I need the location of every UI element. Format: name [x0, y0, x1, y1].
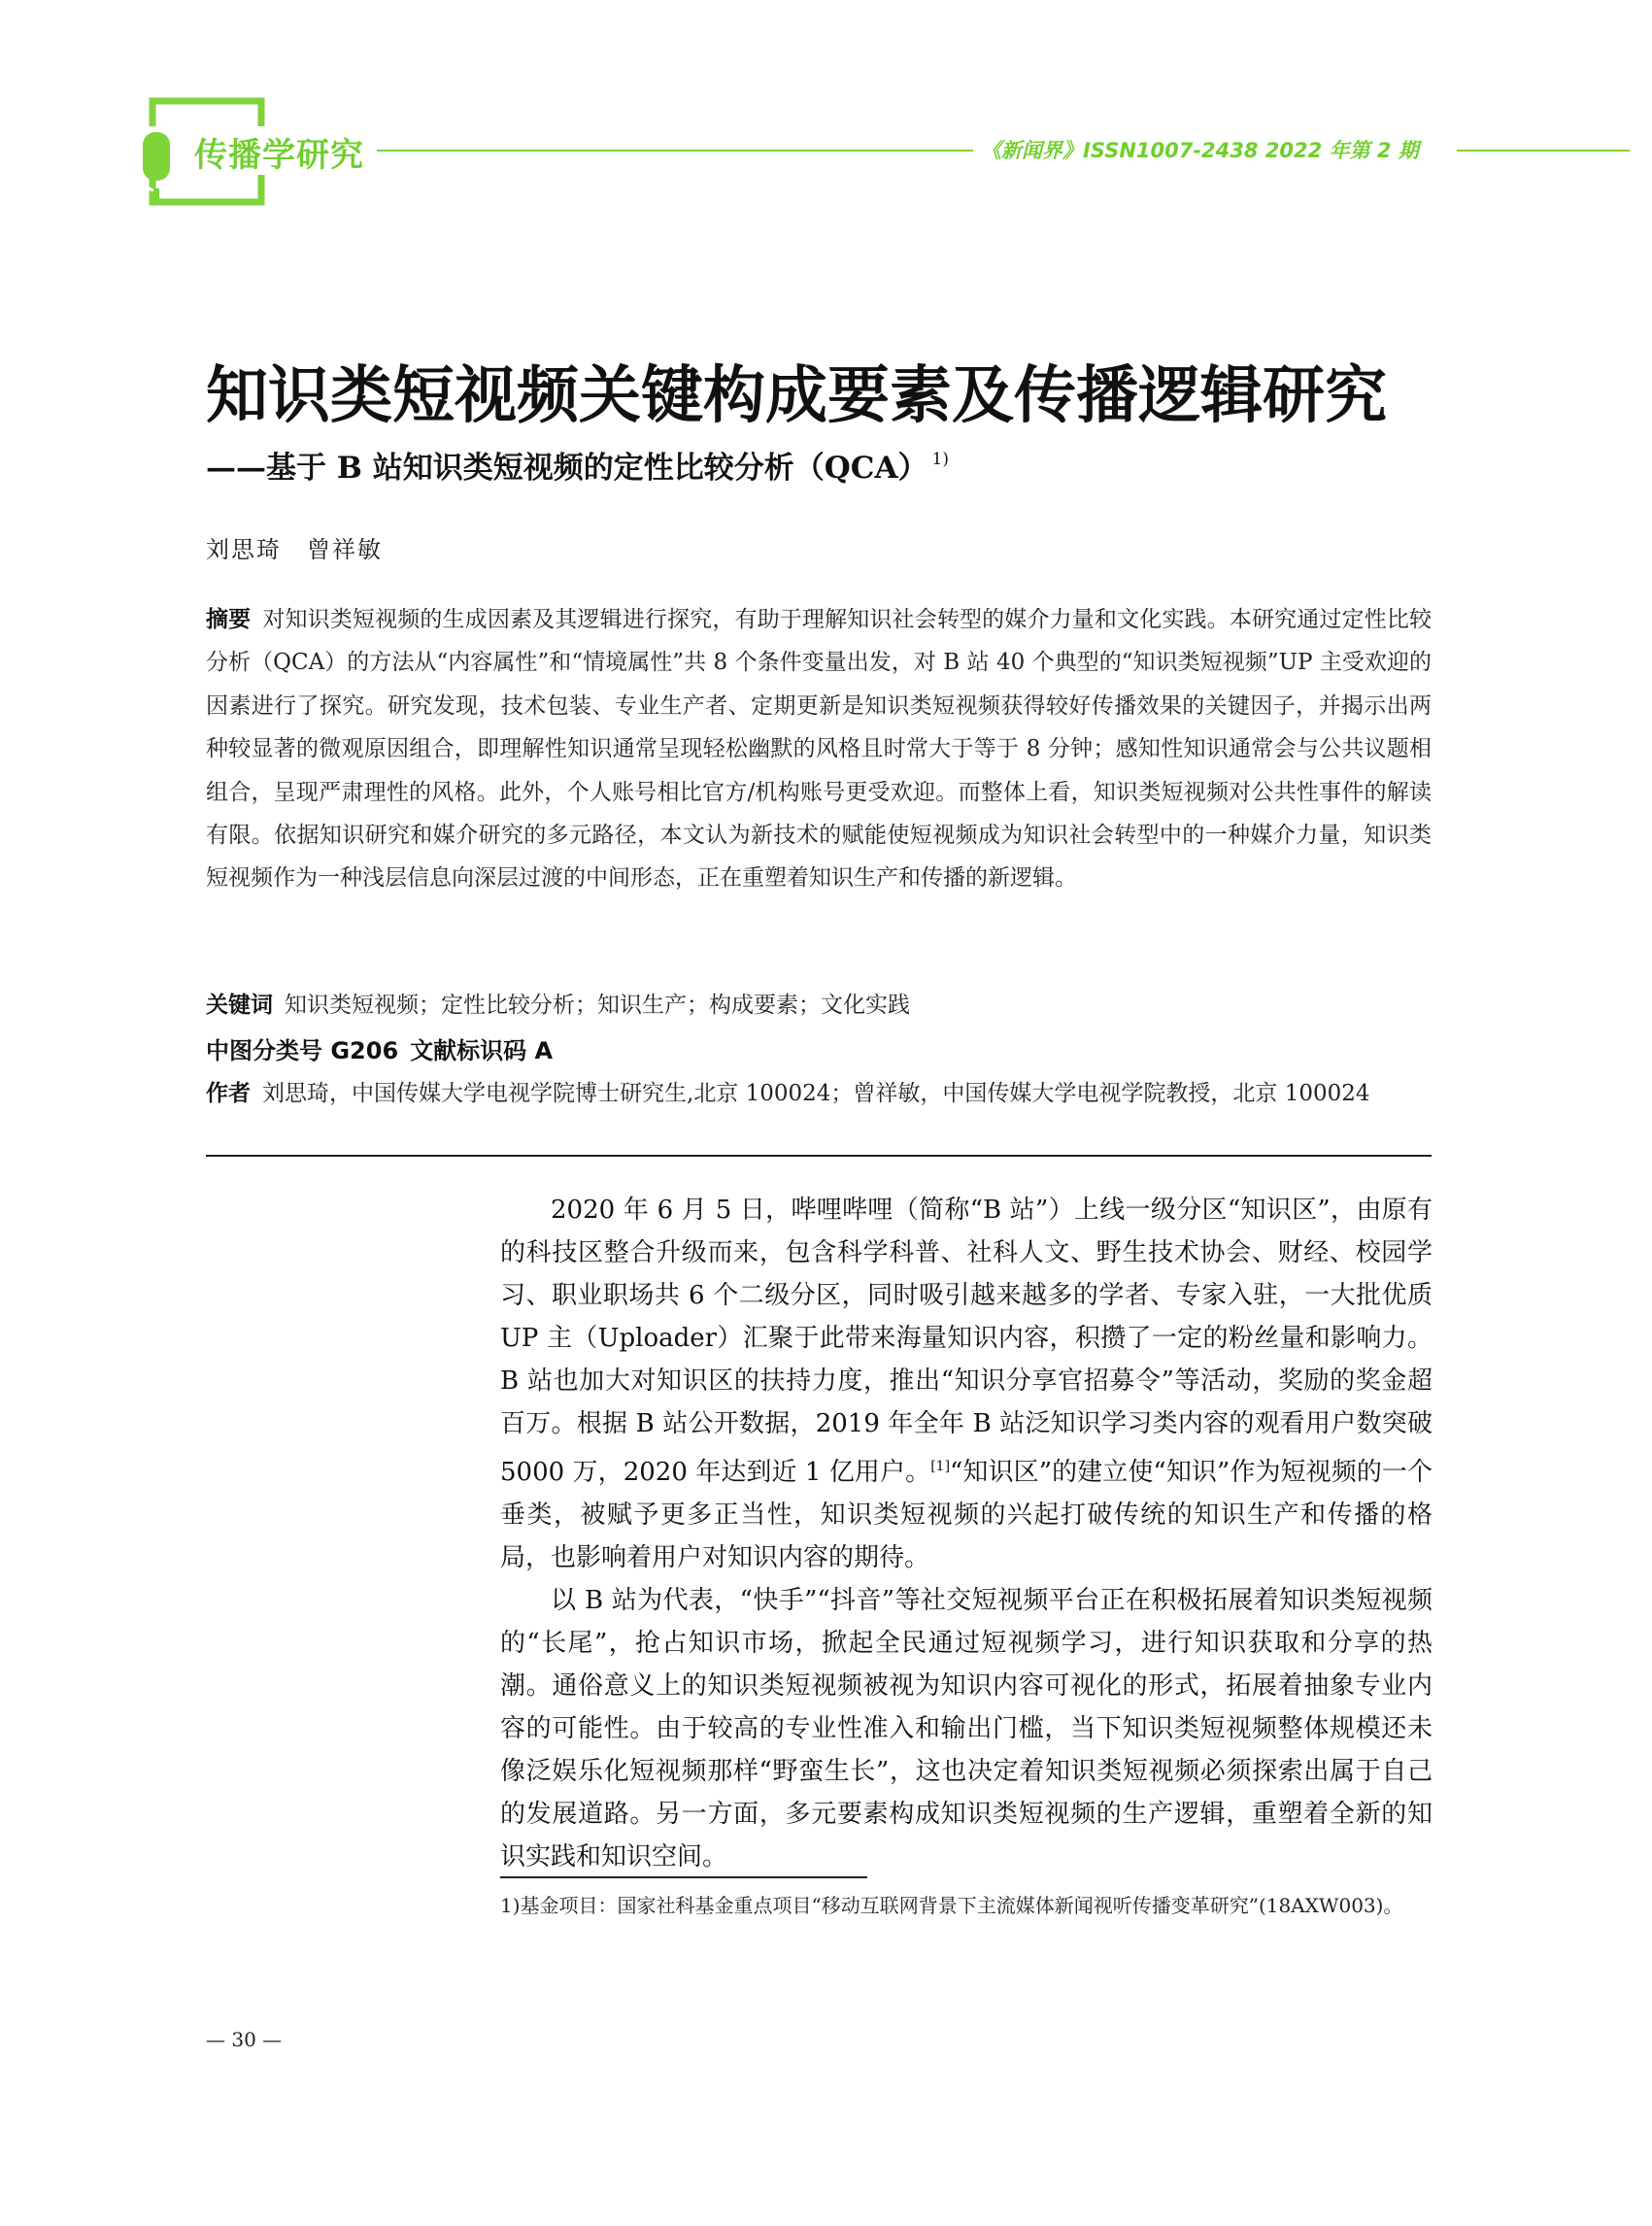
abstract-text: 对知识类短视频的生成因素及其逻辑进行探究，有助于理解知识社会转型的媒介力量和文化实践。本研究通过定性比较分析（QCA）的方法从“内容属性”和“情境属性”共 8 个条件变量出发，对 B 站 40 个典型的“知识类短视频”UP 主受欢迎的因素进行了探究。研究发现，技术包装、专业生产者、定期更新是知识类短视频获得较好传播效果的关键因子，并揭示出两种较显著的微观原因组合，即理解性知识通常呈现轻松幽默的风格且时常大于等于 8 分钟；感知性知识通常会与公共议题相组合，呈现严肃理性的风格。此外，个人账号相比官方/机构账号更受欢迎。而整体上看，知识类短视频对公共性事件的解读有限。依据知识研究和媒介研究的多元路径，本文认为新技术的赋能使短视频成为知识社会转型中的一种媒介力量，知识类短视频作为一种浅层信息向深层过渡的中间形态，正在重塑着知识生产和传播的新逻辑。: [206, 607, 1433, 892]
keywords-text: 知识类短视频；定性比较分析；知识生产；构成要素；文化实践: [285, 993, 910, 1018]
header-rule-left: [377, 150, 973, 152]
footnote-divider: [500, 1876, 867, 1878]
abstract-label: 摘要: [206, 607, 252, 632]
body-paragraph: 以 B 站为代表，“快手”“抖音”等社交短视频平台正在积极拓展着知识类短视频的“长尾”，抢占知识市场，掀起全民通过短视频学习，进行知识获取和分享的热潮。通俗意义上的知识类短视频被视为知识内容可视化的形式，拓展着抽象专业内容的可能性。由于较高的专业性准入和输出门槛，当下知识类短视频整体规模还未像泛娱乐化短视频那样“野蛮生长”，这也决定着知识类短视频必须探索出属于自己的发展道路。另一方面，多元要素构成知识类短视频的生产逻辑，重塑着全新的知识实践和知识空间。: [500, 1586, 1433, 1872]
abstract-block: [206, 598, 1432, 900]
subtitle-text: ——基于 B 站知识类短视频的定性比较分析（QCA）: [206, 451, 928, 486]
author-name: 曾祥敏: [307, 536, 383, 563]
author-info-block: [206, 1072, 1432, 1115]
page-number: — 30 —: [206, 2028, 283, 2051]
article-subtitle: [206, 443, 1488, 487]
header-rule-right: [1457, 150, 1630, 152]
author-info-text: 刘思琦，中国传媒大学电视学院博士研究生,北京 100024；曾祥敏，中国传媒大学电视学院教授，北京 100024: [262, 1081, 1370, 1106]
body-paragraph-text: “知识区”的建立使“知识”作为短视频的一个垂类，被赋予更多正当性，知识类短视频的兴起打破传统的知识生产和传播的格局，也影响着用户对知识内容的期待。: [500, 1458, 1433, 1572]
article-title: 知识类短视频关键构成要素及传播逻辑研究: [206, 359, 1387, 432]
footnote: 1)基金项目：国家社科基金重点项目“移动互联网背景下主流媒体新闻视听传播变革研究”(18AXW003)。: [500, 1894, 1403, 1917]
author-name: 刘思琦: [206, 536, 282, 563]
clc-code: 中图分类号 G206: [206, 1037, 399, 1064]
keywords-row: [206, 987, 1432, 1019]
author-info-label: 作者: [206, 1081, 251, 1106]
classification-row: [206, 1031, 553, 1065]
subtitle-footnote-marker: 1): [931, 450, 949, 469]
body-paragraph: [500, 1189, 1433, 1579]
section-label: 传播学研究: [194, 136, 364, 175]
journal-issue-line: 《新闻界》ISSN1007-2438 2022 年第 2 期: [981, 139, 1419, 162]
keywords-label: 关键词: [206, 993, 273, 1018]
author-list: [206, 530, 383, 564]
citation-marker: [1]: [930, 1459, 951, 1474]
body-text: [500, 1189, 1433, 1878]
body-paragraph-text: 2020 年 6 月 5 日，哔哩哔哩（简称“B 站”）上线一级分区“知识区”，由原有的科技区整合升级而来，包含科学科普、社科人文、野生技术协会、财经、校园学习、职业职场共 6 个二级分区，同时吸引越来越多的学者、专家入驻，一大批优质 UP 主（Uploader）汇聚于此带来海量知识内容，积攒了一定的粉丝量和影响力。B 站也加大对知识区的扶持力度，推出“知识分享官招募令”等活动，奖励的奖金超百万。根据 B 站公开数据，2019 年全年 B 站泛知识学习类内容的观看用户数突破 5000 万，2020 年达到近 1 亿用户。: [500, 1196, 1433, 1487]
document-code: 文献标识码 A: [410, 1037, 554, 1064]
abstract-divider: [206, 1155, 1432, 1157]
